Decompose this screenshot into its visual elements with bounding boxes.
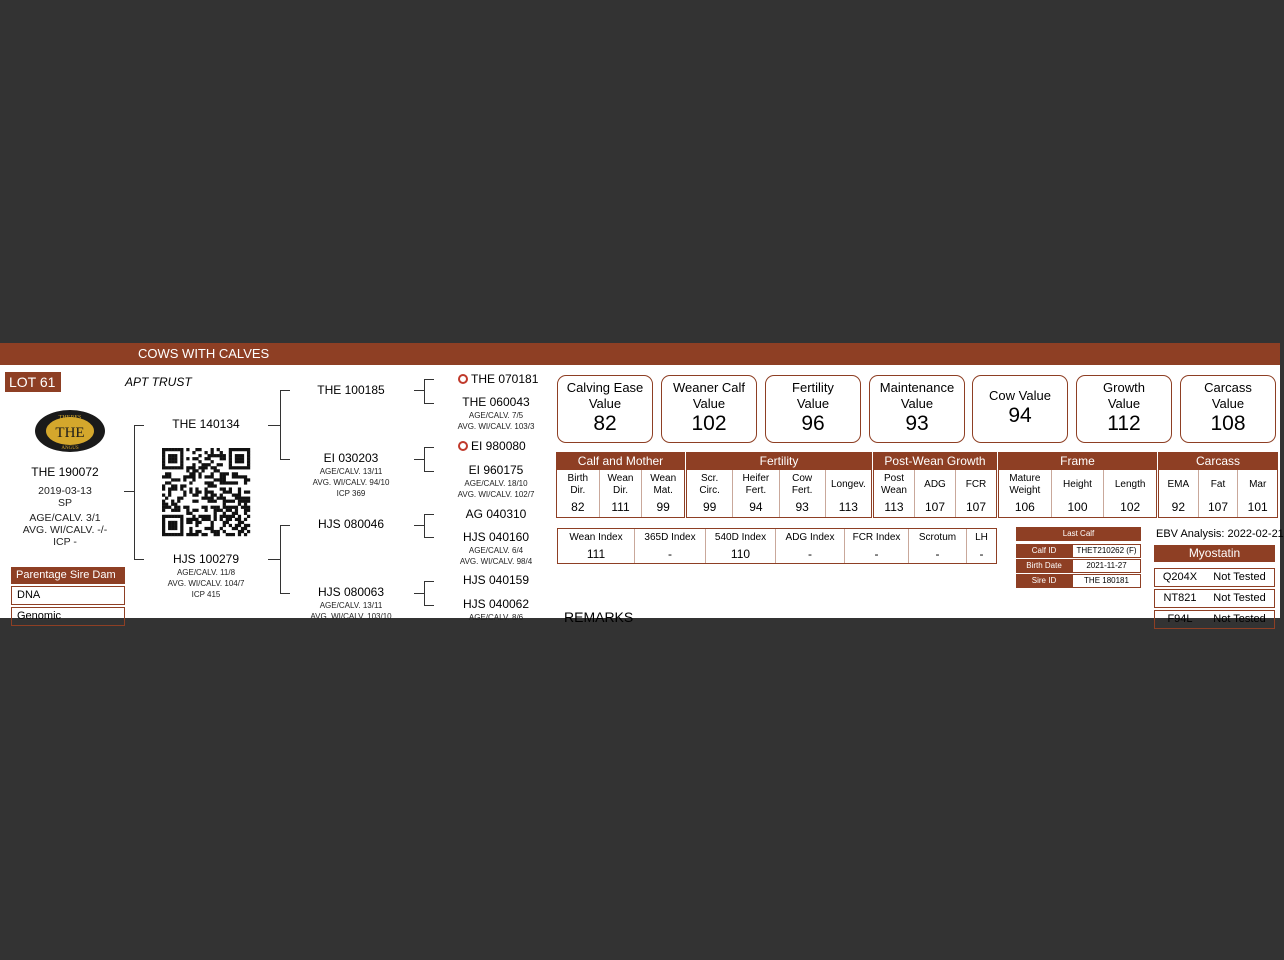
ebv-col: Length 102 [1103, 470, 1156, 517]
animal-age-calv: AGE/CALV. 3/1 [29, 512, 101, 524]
animal-avg-wi: AVG. WI/CALV. -/- [22, 524, 108, 536]
ddd-age-calv: AGE/CALV. 8/6 [468, 613, 524, 622]
pedigree-sdd: EI 960175 [468, 463, 524, 477]
section-title: COWS WITH CALVES [138, 346, 270, 361]
pedigree-dd: HJS 080063 [317, 585, 385, 599]
ebv-col: Birth Dir. 82 [567, 473, 589, 514]
ebv-col: Mar 101 [1237, 470, 1277, 517]
ebv-col: Longev. 113 [825, 470, 871, 517]
dsd-age-calv: AGE/CALV. 6/4 [468, 546, 524, 555]
index-col: ADG Index - [775, 529, 844, 563]
myostatin-panel: Myostatin Q204X Not Tested NT821 Not Tested F94L Not Tested [1154, 545, 1275, 629]
pedigree-ddd: HJS 040062 [462, 597, 530, 611]
remarks-label: REMARKS [564, 609, 634, 625]
ebv-col: Cow Fert. 93 [779, 470, 825, 517]
value-number: 102 [691, 412, 727, 435]
value-box-cow-value: Cow Value 94 [972, 375, 1068, 443]
last-calf-panel: Last Calf Calf ID THET210262 (F) Birth Date 2021-11-27 Sire ID THE 180181 [1016, 527, 1141, 588]
value-box-weaner-calf: Weaner Calf Value 102 [661, 375, 757, 443]
index-col: 365D Index - [634, 529, 705, 563]
dam-icp: ICP 415 [191, 590, 221, 599]
parentage-header: Parentage Sire Dam [11, 567, 125, 584]
sd-age-calv: AGE/CALV. 13/11 [319, 467, 383, 476]
index-table [557, 528, 997, 564]
dsd-avg-wi: AVG. WI/CALV. 98/4 [459, 557, 533, 566]
ebv-col: Height 100 [1051, 470, 1104, 517]
target-icon [458, 441, 468, 451]
ebv-col: Mature Weight 106 [1009, 473, 1041, 514]
pedigree-dam: HJS 100279 [172, 552, 240, 566]
owner-name: APT TRUST [125, 375, 192, 389]
index-col: Scrotum - [908, 529, 966, 563]
pedigree-dss: AG 040310 [465, 507, 527, 521]
value-box-calving-ease: Calving Ease Value 82 [557, 375, 653, 443]
pedigree-sd: EI 030203 [323, 451, 379, 465]
dd-age-calv: AGE/CALV. 13/11 [319, 601, 383, 610]
animal-type: SP [57, 497, 72, 509]
ebv-group-frame: Frame Mature Weight 106 Height 100 Length 102 [998, 452, 1157, 518]
lot-number: LOT 61 [5, 372, 61, 392]
breeder-logo [34, 409, 106, 453]
value-number: 93 [905, 412, 929, 435]
ebv-group-post-wean: Post-Wean Growth Post Wean 113 ADG 107 FCR 107 [873, 452, 997, 518]
parentage-row-genomic: Genomic [11, 607, 125, 626]
dam-age-calv: AGE/CALV. 11/8 [176, 568, 236, 577]
pedigree-dds: HJS 040159 [462, 573, 530, 587]
index-col: FCR Index - [844, 529, 908, 563]
pedigree-dsd: HJS 040160 [462, 530, 530, 544]
animal-icp: ICP - [53, 536, 77, 548]
dam-avg-wi: AVG. WI/CALV. 104/7 [167, 579, 245, 588]
ebv-col: FCR 107 [955, 470, 996, 517]
sdd-age-calv: AGE/CALV. 18/10 [464, 479, 528, 488]
value-number: 82 [593, 412, 617, 435]
lot-card [0, 343, 1284, 625]
qr-code[interactable] [162, 448, 250, 536]
logo-main-text: THE [55, 425, 85, 441]
pedigree-sds: EI 980080 [458, 439, 526, 453]
pedigree-sss: THE 070181 [458, 372, 538, 386]
ssd-age-calv: AGE/CALV. 7/5 [468, 411, 524, 420]
pedigree-sire: THE 140134 [172, 417, 240, 431]
section-banner [0, 343, 1280, 365]
logo-bottom-text: ANGUS [61, 446, 79, 451]
animal-id: THE 190072 [31, 465, 99, 479]
value-number: 108 [1210, 412, 1246, 435]
ebv-col: ADG 107 [914, 470, 955, 517]
value-box-fertility: Fertility Value 96 [765, 375, 861, 443]
value-box-growth: Growth Value 112 [1076, 375, 1172, 443]
ssd-avg-wi: AVG. WI/CALV. 103/3 [457, 422, 535, 431]
value-box-maintenance: Maintenance Value 93 [869, 375, 965, 443]
ebv-group-fertility: Fertility Scr. Circ. 99 Heifer Fert. 94 Cow Fert. 93 Longev. 113 [686, 452, 872, 518]
pedigree-ds: HJS 080046 [317, 517, 385, 531]
ebv-col: Heifer Fert. 94 [732, 470, 778, 517]
index-col: LH - [966, 529, 996, 563]
ebv-group-calf-mother: Calf and Mother Birth Dir. 82 Wean Dir. 111 Wean Mat. 99 [556, 452, 685, 518]
logo-top-text: THERES [58, 415, 82, 421]
value-number: 94 [1008, 404, 1032, 427]
dd-avg-wi: AVG. WI/CALV. 103/10 [310, 612, 392, 621]
ebv-col: Wean Mat. 99 [641, 470, 684, 517]
sd-icp: ICP 369 [336, 489, 366, 498]
ebv-group-carcass: Carcass EMA 92 Fat 107 Mar 101 [1158, 452, 1278, 518]
sdd-avg-wi: AVG. WI/CALV. 102/7 [457, 490, 535, 499]
pedigree-ss: THE 100185 [317, 383, 385, 397]
pedigree-ssd: THE 060043 [462, 395, 530, 409]
ebv-analysis-date: EBV Analysis: 2022-02-21 [1156, 528, 1284, 540]
value-number: 96 [801, 412, 825, 435]
ebv-col: Post Wean 113 [881, 473, 907, 514]
index-col: Wean Index 111 [569, 532, 623, 561]
ebv-col: Scr. Circ. 99 [699, 473, 720, 514]
ebv-col: Fat 107 [1198, 470, 1238, 517]
parentage-row-dna: DNA [11, 586, 125, 605]
animal-birth-date: 2019-03-13 [38, 485, 92, 497]
value-box-carcass: Carcass Value 108 [1180, 375, 1276, 443]
ebv-col: Wean Dir. 111 [599, 470, 642, 517]
parentage-table [11, 567, 125, 626]
index-col: 540D Index 110 [705, 529, 775, 563]
target-icon [458, 374, 468, 384]
value-number: 112 [1107, 412, 1141, 435]
ebv-col: EMA 92 [1167, 479, 1190, 514]
sd-avg-wi: AVG. WI/CALV. 94/10 [312, 478, 390, 487]
